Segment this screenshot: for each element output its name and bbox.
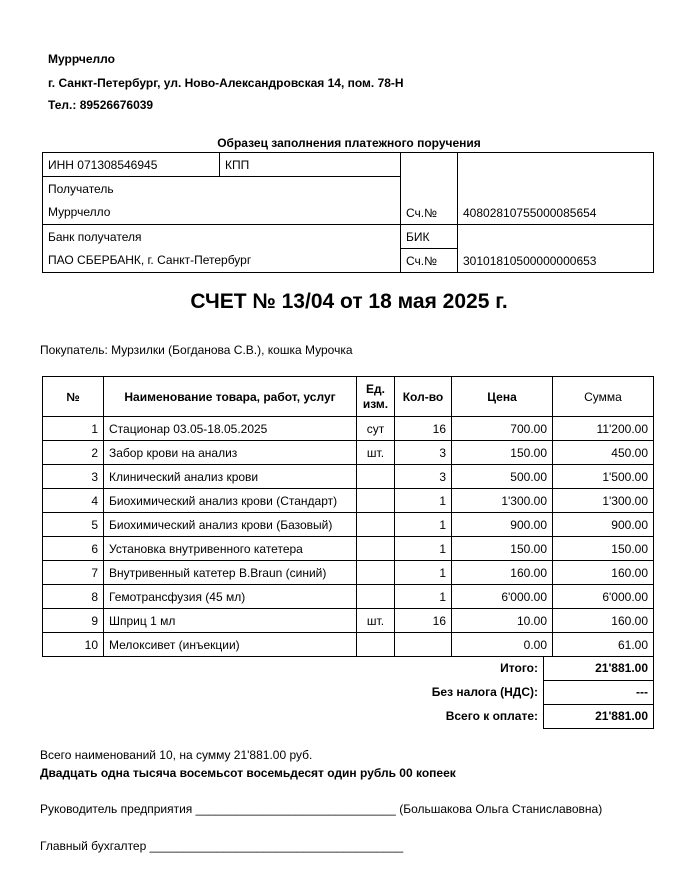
table-row xyxy=(43,633,654,657)
table-row xyxy=(43,609,654,633)
corr-account-label: Сч.№ xyxy=(401,249,458,273)
recipient-name: Муррчелло xyxy=(43,201,401,225)
row-qty: 16 xyxy=(395,609,452,633)
row-sum: 61.00 xyxy=(553,633,654,657)
row-unit: шт. xyxy=(357,609,395,633)
row-unit xyxy=(357,585,395,609)
row-price: 6'000.00 xyxy=(452,585,553,609)
row-sum: 160.00 xyxy=(553,609,654,633)
corr-account-value: 30101810500000000653 xyxy=(463,254,597,268)
table-row xyxy=(43,561,654,585)
header-unit: Ед. изм. xyxy=(357,377,395,417)
row-price: 150.00 xyxy=(452,441,553,465)
row-qty: 3 xyxy=(395,441,452,465)
bik-cell xyxy=(458,225,654,273)
kpp-label: КПП xyxy=(225,157,250,172)
row-num: 10 xyxy=(43,633,104,657)
vat-label: Без налога (НДС): xyxy=(431,685,538,699)
row-name: Биохимический анализ крови (Стандарт) xyxy=(104,489,357,513)
row-num: 8 xyxy=(43,585,104,609)
row-price: 1'300.00 xyxy=(452,489,553,513)
header-qty: Кол-во xyxy=(395,377,452,417)
total-value: 21'881.00 xyxy=(544,656,654,680)
row-price: 900.00 xyxy=(452,513,553,537)
row-sum: 11'200.00 xyxy=(553,417,654,441)
table-row xyxy=(43,585,654,609)
table-row xyxy=(43,417,654,441)
row-num: 1 xyxy=(43,417,104,441)
payment-title: Образец заполнения платежного поручения xyxy=(217,136,481,150)
row-qty: 1 xyxy=(395,537,452,561)
row-num: 3 xyxy=(43,465,104,489)
accountant-signature xyxy=(40,839,403,853)
account-value: 40802810755000085654 xyxy=(458,153,654,225)
row-unit xyxy=(357,513,395,537)
row-price: 150.00 xyxy=(452,537,553,561)
summary-count: Всего наименований 10, на сумму 21'881.00 руб. xyxy=(40,748,313,762)
due-label: Всего к оплате: xyxy=(445,709,538,723)
row-num: 4 xyxy=(43,489,104,513)
row-name: Стационар 03.05-18.05.2025 xyxy=(104,417,357,441)
row-num: 2 xyxy=(43,441,104,465)
row-num: 7 xyxy=(43,561,104,585)
row-qty: 16 xyxy=(395,417,452,441)
row-name: Внутривенный катетер B.Braun (синий) xyxy=(104,561,357,585)
row-name: Биохимический анализ крови (Базовый) xyxy=(104,513,357,537)
director-name: (Большакова Ольга Станиславовна) xyxy=(399,802,603,816)
account-label: Сч.№ xyxy=(401,153,458,225)
bank-name: ПАО СБЕРБАНК, г. Санкт-Петербург xyxy=(43,249,401,273)
row-name: Шприц 1 мл xyxy=(104,609,357,633)
row-unit xyxy=(357,465,395,489)
recipient-label: Получатель xyxy=(43,177,401,201)
row-qty: 1 xyxy=(395,489,452,513)
table-row xyxy=(43,537,654,561)
table-row xyxy=(43,465,654,489)
row-qty: 1 xyxy=(395,561,452,585)
buyer: Покупатель: Мурзилки (Богданова С.В.), кошка Мурочка xyxy=(40,343,353,357)
row-price: 160.00 xyxy=(452,561,553,585)
row-num: 6 xyxy=(43,537,104,561)
row-price: 10.00 xyxy=(452,609,553,633)
row-name: Забор крови на анализ xyxy=(104,441,357,465)
bik-label: БИК xyxy=(401,225,458,249)
row-num: 5 xyxy=(43,513,104,537)
row-price: 0.00 xyxy=(452,633,553,657)
header-num: № xyxy=(43,377,104,417)
row-qty: 1 xyxy=(395,585,452,609)
payment-table xyxy=(42,152,654,273)
director-label: Руководитель предприятия xyxy=(40,802,193,816)
row-qty xyxy=(395,633,452,657)
table-row xyxy=(43,513,654,537)
row-sum: 150.00 xyxy=(553,537,654,561)
row-name: Гемотрансфузия (45 мл) xyxy=(104,585,357,609)
seller-phone: Тел.: 89526676039 xyxy=(48,98,154,112)
inn-cell: ИНН 071308546945 xyxy=(43,153,220,177)
seller-name: Муррчелло xyxy=(48,52,115,66)
row-unit xyxy=(357,489,395,513)
accountant-label: Главный бухгалтер xyxy=(40,839,147,853)
director-signature xyxy=(40,802,602,816)
row-num: 9 xyxy=(43,609,104,633)
seller-address: г. Санкт-Петербург, ул. Ново-Александровская 14, пом. 78-Н xyxy=(48,76,404,90)
row-sum: 6'000.00 xyxy=(553,585,654,609)
row-name: Установка внутривенного катетера xyxy=(104,537,357,561)
bank-label: Банк получателя xyxy=(43,225,401,249)
summary-words: Двадцать одна тысяча восемьсот восемьдесят один рубль 00 копеек xyxy=(40,766,456,780)
items-table xyxy=(42,376,654,657)
row-sum: 450.00 xyxy=(553,441,654,465)
kpp-cell xyxy=(220,153,401,177)
total-label: Итого: xyxy=(500,661,538,675)
invoice-title: СЧЕТ № 13/04 от 18 мая 2025 г. xyxy=(190,290,508,313)
row-name: Мелоксивет (инъекции) xyxy=(104,633,357,657)
row-unit xyxy=(357,633,395,657)
row-unit xyxy=(357,561,395,585)
row-qty: 1 xyxy=(395,513,452,537)
row-price: 700.00 xyxy=(452,417,553,441)
row-sum: 1'500.00 xyxy=(553,465,654,489)
accountant-line: ______________________________________ xyxy=(149,839,404,853)
header-sum: Сумма xyxy=(553,377,654,417)
row-qty: 3 xyxy=(395,465,452,489)
header-price: Цена xyxy=(452,377,553,417)
vat-value: --- xyxy=(544,680,654,704)
row-unit xyxy=(357,537,395,561)
row-unit: шт. xyxy=(357,441,395,465)
row-price: 500.00 xyxy=(452,465,553,489)
table-row xyxy=(43,441,654,465)
header-name: Наименование товара, работ, услуг xyxy=(104,377,357,417)
totals-table xyxy=(42,656,654,729)
row-sum: 900.00 xyxy=(553,513,654,537)
due-value: 21'881.00 xyxy=(544,704,654,728)
row-sum: 160.00 xyxy=(553,561,654,585)
row-sum: 1'300.00 xyxy=(553,489,654,513)
director-line: ______________________________ xyxy=(195,802,396,816)
table-row xyxy=(43,489,654,513)
row-name: Клинический анализ крови xyxy=(104,465,357,489)
row-unit: сут xyxy=(357,417,395,441)
